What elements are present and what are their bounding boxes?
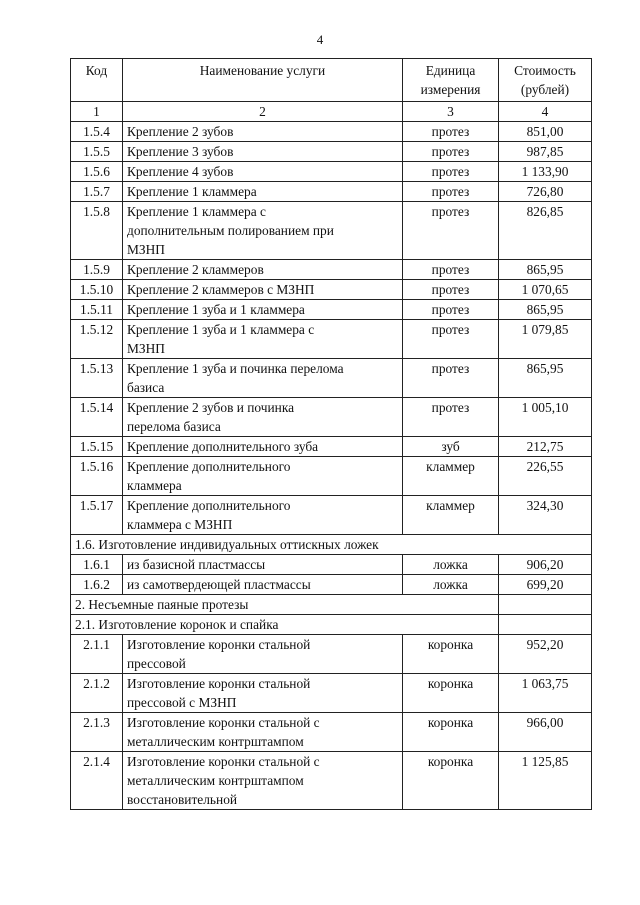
- table-row: [71, 122, 592, 142]
- price-table-body: [71, 59, 592, 810]
- service-name: Крепление 1 кламмера: [123, 182, 403, 202]
- service-name: Изготовление коронки стальной с металлическим контрштампом восстановительной: [123, 752, 403, 810]
- service-unit: ложка: [403, 575, 499, 595]
- table-row: [71, 142, 592, 162]
- service-cost: 1 133,90: [499, 162, 592, 182]
- page-number: 4: [316, 32, 324, 47]
- service-name: Крепление 4 зубов: [123, 162, 403, 182]
- service-unit: протез: [403, 122, 499, 142]
- table-row: [71, 300, 592, 320]
- service-code: 2.1.4: [71, 752, 123, 810]
- service-code: 1.5.4: [71, 122, 123, 142]
- service-unit: зуб: [403, 437, 499, 457]
- service-code: 1.5.15: [71, 437, 123, 457]
- service-unit: коронка: [403, 674, 499, 713]
- service-code: 1.6.2: [71, 575, 123, 595]
- table-row: [71, 182, 592, 202]
- table-row: [71, 575, 592, 595]
- section-row: [71, 615, 592, 635]
- service-name: Крепление 3 зубов: [123, 142, 403, 162]
- table-row: [71, 437, 592, 457]
- service-cost: 851,00: [499, 122, 592, 142]
- service-name: Крепление дополнительного зуба: [123, 437, 403, 457]
- service-code: 2.1.1: [71, 635, 123, 674]
- service-unit: коронка: [403, 752, 499, 810]
- service-name: Крепление 2 зубов и починка перелома базиса: [123, 398, 403, 437]
- service-cost: 865,95: [499, 260, 592, 280]
- service-cost: 826,85: [499, 202, 592, 260]
- service-cost: 865,95: [499, 300, 592, 320]
- service-unit: протез: [403, 202, 499, 260]
- empty-cell: [499, 595, 592, 615]
- column-number: 4: [499, 102, 592, 122]
- table-row: [71, 752, 592, 810]
- empty-cell: [499, 615, 592, 635]
- service-name: Крепление 2 кламмеров: [123, 260, 403, 280]
- service-cost: 699,20: [499, 575, 592, 595]
- service-cost: 906,20: [499, 555, 592, 575]
- service-cost: 1 079,85: [499, 320, 592, 359]
- service-unit: протез: [403, 398, 499, 437]
- table-row: [71, 320, 592, 359]
- service-cost: 726,80: [499, 182, 592, 202]
- table-row: [71, 635, 592, 674]
- service-name: Крепление 2 зубов: [123, 122, 403, 142]
- service-unit: кламмер: [403, 496, 499, 535]
- service-unit: протез: [403, 359, 499, 398]
- service-code: 1.5.16: [71, 457, 123, 496]
- section-title: 2. Несъемные паяные протезы: [71, 595, 499, 615]
- header-name: Наименование услуги: [123, 59, 403, 102]
- service-unit: ложка: [403, 555, 499, 575]
- service-unit: протез: [403, 300, 499, 320]
- service-cost: 966,00: [499, 713, 592, 752]
- service-name: Крепление 1 зуба и починка перелома базиса: [123, 359, 403, 398]
- service-unit: протез: [403, 162, 499, 182]
- price-table: [70, 58, 592, 810]
- service-code: 1.5.9: [71, 260, 123, 280]
- service-code: 2.1.2: [71, 674, 123, 713]
- service-cost: 1 063,75: [499, 674, 592, 713]
- service-code: 1.6.1: [71, 555, 123, 575]
- table-row: [71, 260, 592, 280]
- service-name: Крепление 2 кламмеров с МЗНП: [123, 280, 403, 300]
- service-unit: коронка: [403, 713, 499, 752]
- service-name: Изготовление коронки стальной прессовой: [123, 635, 403, 674]
- table-row: [71, 359, 592, 398]
- table-row: [71, 457, 592, 496]
- service-cost: 952,20: [499, 635, 592, 674]
- section-title: 2.1. Изготовление коронок и спайка: [71, 615, 499, 635]
- table-row: [71, 162, 592, 182]
- service-unit: протез: [403, 260, 499, 280]
- service-code: 1.5.5: [71, 142, 123, 162]
- table-row: [71, 674, 592, 713]
- service-name: Крепление 1 зуба и 1 кламмера: [123, 300, 403, 320]
- table-row: [71, 496, 592, 535]
- table-header-row: [71, 59, 592, 102]
- service-cost: 1 005,10: [499, 398, 592, 437]
- service-cost: 1 070,65: [499, 280, 592, 300]
- service-unit: протез: [403, 182, 499, 202]
- table-row: [71, 280, 592, 300]
- service-code: 1.5.14: [71, 398, 123, 437]
- column-number: 3: [403, 102, 499, 122]
- service-code: 1.5.12: [71, 320, 123, 359]
- service-name: из самотвердеющей пластмассы: [123, 575, 403, 595]
- column-number-row: [71, 102, 592, 122]
- service-code: 2.1.3: [71, 713, 123, 752]
- service-name: из базисной пластмассы: [123, 555, 403, 575]
- service-unit: кламмер: [403, 457, 499, 496]
- section-title: 1.6. Изготовление индивидуальных оттискных ложек: [71, 535, 592, 555]
- section-row: [71, 595, 592, 615]
- service-code: 1.5.13: [71, 359, 123, 398]
- header-cost: Стоимость (рублей): [499, 59, 592, 102]
- service-cost: 324,30: [499, 496, 592, 535]
- column-number: 1: [71, 102, 123, 122]
- service-unit: протез: [403, 280, 499, 300]
- header-unit: Единица измерения: [403, 59, 499, 102]
- service-code: 1.5.10: [71, 280, 123, 300]
- table-row: [71, 555, 592, 575]
- service-unit: протез: [403, 142, 499, 162]
- table-row: [71, 202, 592, 260]
- service-cost: 212,75: [499, 437, 592, 457]
- service-unit: протез: [403, 320, 499, 359]
- service-name: Изготовление коронки стальной прессовой с МЗНП: [123, 674, 403, 713]
- service-code: 1.5.7: [71, 182, 123, 202]
- service-code: 1.5.8: [71, 202, 123, 260]
- service-cost: 987,85: [499, 142, 592, 162]
- service-unit: коронка: [403, 635, 499, 674]
- service-name: Крепление 1 зуба и 1 кламмера с МЗНП: [123, 320, 403, 359]
- service-cost: 226,55: [499, 457, 592, 496]
- header-code: Код: [71, 59, 123, 102]
- section-row: [71, 535, 592, 555]
- service-cost: 1 125,85: [499, 752, 592, 810]
- table-row: [71, 713, 592, 752]
- column-number: 2: [123, 102, 403, 122]
- service-name: Крепление дополнительного кламмера: [123, 457, 403, 496]
- service-code: 1.5.6: [71, 162, 123, 182]
- service-cost: 865,95: [499, 359, 592, 398]
- service-name: Изготовление коронки стальной с металлическим контрштампом: [123, 713, 403, 752]
- service-code: 1.5.11: [71, 300, 123, 320]
- service-name: Крепление дополнительного кламмера с МЗНП: [123, 496, 403, 535]
- service-name: Крепление 1 кламмера с дополнительным полированием при МЗНП: [123, 202, 403, 260]
- service-code: 1.5.17: [71, 496, 123, 535]
- table-row: [71, 398, 592, 437]
